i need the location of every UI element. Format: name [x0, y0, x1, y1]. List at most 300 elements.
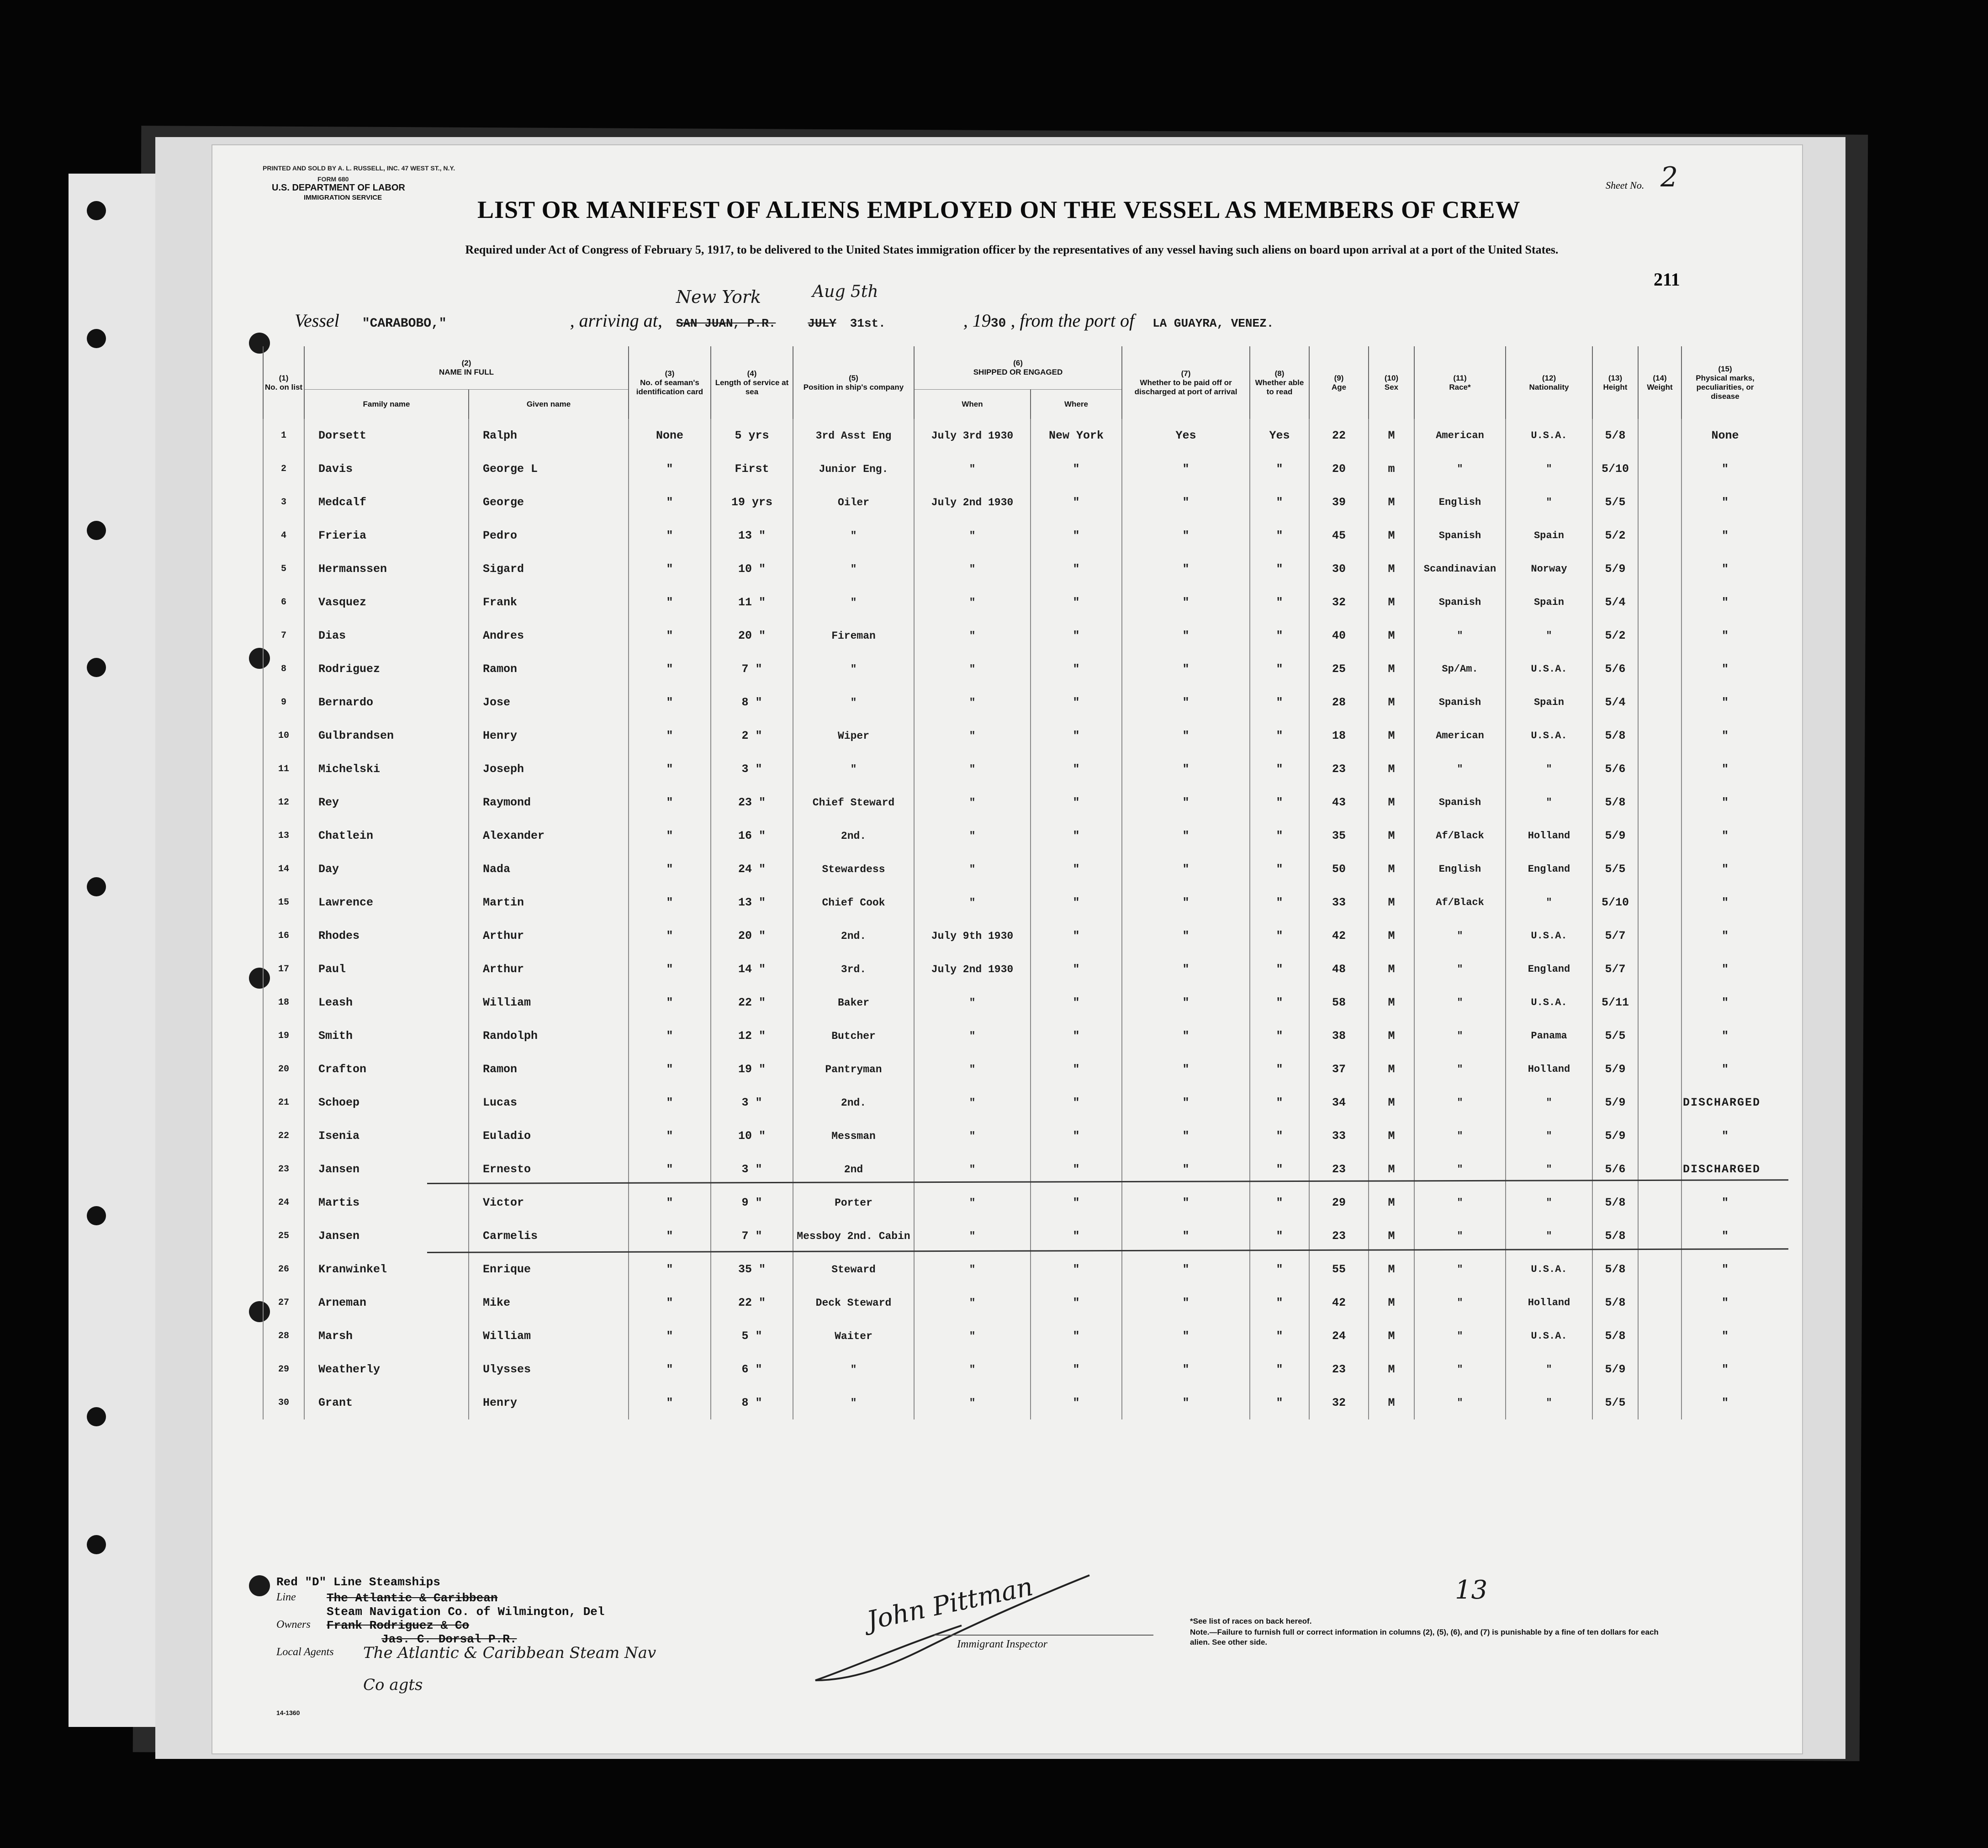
- cell-when: ": [914, 1086, 1031, 1119]
- cell-family: Frieria: [304, 519, 469, 552]
- cell-card: ": [629, 1086, 711, 1119]
- table-row: [263, 1286, 1768, 1319]
- from-label: , from the port of: [1010, 310, 1135, 331]
- binder-hole: [87, 1206, 106, 1225]
- owners-label: Owners: [276, 1619, 311, 1631]
- line-struck: The Atlantic & Caribbean: [327, 1591, 498, 1605]
- arrival-port-struck: SAN JUAN, P.R.: [676, 317, 776, 330]
- col-read-header: (8) Whether able to read: [1250, 346, 1309, 419]
- cell-given: William: [469, 1319, 629, 1353]
- col-height-header: (13) Height: [1592, 346, 1638, 419]
- cell-no: 15: [263, 886, 304, 919]
- cell-given: Henry: [469, 1386, 629, 1419]
- inspector-label: Immigrant Inspector: [957, 1638, 1047, 1650]
- table-row: [263, 1219, 1768, 1253]
- cell-sex: M: [1369, 1019, 1414, 1053]
- binder-hole: [87, 658, 106, 677]
- cell-card: ": [629, 953, 711, 986]
- table-row: [263, 552, 1768, 586]
- cell-sex: M: [1369, 1386, 1414, 1419]
- cell-weight: [1638, 552, 1681, 586]
- cell-where: ": [1031, 1286, 1122, 1319]
- cell-given: Alexander: [469, 819, 629, 853]
- cell-card: ": [629, 452, 711, 486]
- cell-sex: M: [1369, 486, 1414, 519]
- cell-height: 5/7: [1592, 919, 1638, 953]
- cell-read: ": [1250, 886, 1309, 919]
- binder-strip: [69, 174, 155, 1727]
- cell-service: 8 ": [711, 686, 793, 719]
- cell-service: 19 ": [711, 1053, 793, 1086]
- cell-no: 10: [263, 719, 304, 752]
- cell-given: Nada: [469, 853, 629, 886]
- cell-race: ": [1414, 1186, 1506, 1219]
- cell-given: George L: [469, 452, 629, 486]
- cell-given: Victor: [469, 1186, 629, 1219]
- cell-when: ": [914, 619, 1031, 652]
- cell-service: 16 ": [711, 819, 793, 853]
- cell-race: ": [1414, 986, 1506, 1019]
- cell-service: 5 ": [711, 1319, 793, 1353]
- cell-card: ": [629, 1386, 711, 1419]
- col-name-header: (2) NAME IN FULL: [304, 346, 629, 390]
- cell-height: 5/10: [1592, 452, 1638, 486]
- cell-card: ": [629, 1319, 711, 1353]
- cell-position: Stewardess: [793, 853, 914, 886]
- cell-where: ": [1031, 519, 1122, 552]
- cell-marks: ": [1681, 886, 1768, 919]
- table-row: [263, 1319, 1768, 1353]
- cell-age: 50: [1309, 853, 1369, 886]
- cell-given: Henry: [469, 719, 629, 752]
- vessel-label: Vessel: [295, 310, 339, 331]
- cell-where: ": [1031, 819, 1122, 853]
- cell-family: Dorsett: [304, 419, 469, 452]
- cell-when: ": [914, 519, 1031, 552]
- cell-position: Steward: [793, 1253, 914, 1286]
- cell-service: 3 ": [711, 1153, 793, 1186]
- cell-paid: ": [1122, 686, 1250, 719]
- cell-height: 5/8: [1592, 719, 1638, 752]
- cell-given: Lucas: [469, 1086, 629, 1119]
- cell-given: Pedro: [469, 519, 629, 552]
- cell-race: ": [1414, 1153, 1506, 1186]
- cell-sex: M: [1369, 986, 1414, 1019]
- cell-height: 5/11: [1592, 986, 1638, 1019]
- cell-read: ": [1250, 652, 1309, 686]
- inspector-line: [934, 1635, 1153, 1636]
- cell-read: ": [1250, 953, 1309, 986]
- year-suffix: 30: [990, 317, 1006, 331]
- cell-weight: [1638, 1319, 1681, 1353]
- cell-read: ": [1250, 719, 1309, 752]
- cell-given: Ralph: [469, 419, 629, 452]
- cell-race: Af/Black: [1414, 819, 1506, 853]
- cell-marks: ": [1681, 1019, 1768, 1053]
- cell-nationality: U.S.A.: [1506, 419, 1592, 452]
- cell-no: 26: [263, 1253, 304, 1286]
- cell-sex: M: [1369, 886, 1414, 919]
- cell-card: None: [629, 419, 711, 452]
- cell-age: 35: [1309, 819, 1369, 853]
- page-mark: 13: [1455, 1575, 1488, 1605]
- cell-marks: ": [1681, 619, 1768, 652]
- col-age-header: (9) Age: [1309, 346, 1369, 419]
- cell-when: ": [914, 1119, 1031, 1153]
- cell-age: 55: [1309, 1253, 1369, 1286]
- cell-weight: [1638, 752, 1681, 786]
- year-prefix: , 19: [963, 310, 991, 331]
- cell-card: ": [629, 1253, 711, 1286]
- table-row: [263, 1353, 1768, 1386]
- cell-nationality: ": [1506, 1186, 1592, 1219]
- cell-where: ": [1031, 986, 1122, 1019]
- cell-paid: ": [1122, 1186, 1250, 1219]
- cell-sex: M: [1369, 586, 1414, 619]
- cell-where: ": [1031, 1019, 1122, 1053]
- cell-service: 11 ": [711, 586, 793, 619]
- cell-no: 1: [263, 419, 304, 452]
- cell-position: ": [793, 1386, 914, 1419]
- cell-nationality: ": [1506, 619, 1592, 652]
- agents-handwritten: The Atlantic & Caribbean Steam Nav Co agts: [363, 1644, 656, 1694]
- cell-where: ": [1031, 853, 1122, 886]
- cell-card: ": [629, 986, 711, 1019]
- col-where-header: Where: [1031, 390, 1122, 419]
- cell-weight: [1638, 1386, 1681, 1419]
- cell-paid: ": [1122, 452, 1250, 486]
- cell-service: 3 ": [711, 752, 793, 786]
- cell-weight: [1638, 1053, 1681, 1086]
- cell-no: 29: [263, 1353, 304, 1386]
- races-note: *See list of races on back hereof.: [1190, 1617, 1312, 1626]
- cell-when: ": [914, 1053, 1031, 1086]
- cell-race: ": [1414, 1286, 1506, 1319]
- cell-card: ": [629, 1286, 711, 1319]
- cell-sex: m: [1369, 452, 1414, 486]
- cell-where: ": [1031, 686, 1122, 719]
- cell-given: Andres: [469, 619, 629, 652]
- cell-when: July 2nd 1930: [914, 486, 1031, 519]
- cell-marks: ": [1681, 1219, 1768, 1253]
- cell-race: ": [1414, 1353, 1506, 1386]
- cell-no: 30: [263, 1386, 304, 1419]
- col-marks-header: (15) Physical marks, peculiarities, or disease: [1681, 346, 1768, 419]
- table-row: [263, 719, 1768, 752]
- cell-age: 30: [1309, 552, 1369, 586]
- cell-height: 5/6: [1592, 1153, 1638, 1186]
- required-statement: Required under Act of Congress of February 5, 1917, to be delivered to the United States immigration officer by the representatives of any vessel having such aliens on board upon arrival at a port of the United States.: [465, 243, 1559, 256]
- cell-given: Ernesto: [469, 1153, 629, 1186]
- cell-nationality: U.S.A.: [1506, 719, 1592, 752]
- col-weight-header: (14) Weight: [1638, 346, 1681, 419]
- cell-card: ": [629, 819, 711, 853]
- col-given-header: Given name: [469, 390, 629, 419]
- cell-age: 22: [1309, 419, 1369, 452]
- cell-paid: ": [1122, 1386, 1250, 1419]
- table-row: [263, 1253, 1768, 1286]
- cell-service: 24 ": [711, 853, 793, 886]
- cell-weight: [1638, 1286, 1681, 1319]
- cell-when: ": [914, 686, 1031, 719]
- table-row: [263, 953, 1768, 986]
- cell-weight: [1638, 1153, 1681, 1186]
- cell-family: Weatherly: [304, 1353, 469, 1386]
- table-row: [263, 886, 1768, 919]
- agents-struck: Jas. C. Dorsal P.R.: [381, 1632, 517, 1646]
- cell-paid: ": [1122, 1053, 1250, 1086]
- vessel-line: [295, 282, 1274, 331]
- cell-height: 5/8: [1592, 1319, 1638, 1353]
- cell-position: Chief Cook: [793, 886, 914, 919]
- cell-no: 18: [263, 986, 304, 1019]
- binder-hole: [87, 329, 106, 348]
- cell-marks: ": [1681, 786, 1768, 819]
- cell-nationality: U.S.A.: [1506, 1253, 1592, 1286]
- cell-no: 17: [263, 953, 304, 986]
- cell-given: Randolph: [469, 1019, 629, 1053]
- cell-card: ": [629, 652, 711, 686]
- cell-service: 14 ": [711, 953, 793, 986]
- cell-read: ": [1250, 752, 1309, 786]
- cell-card: ": [629, 919, 711, 953]
- cell-given: Joseph: [469, 752, 629, 786]
- cell-service: 9 ": [711, 1186, 793, 1219]
- cell-race: ": [1414, 1119, 1506, 1153]
- table-row: [263, 819, 1768, 853]
- cell-position: ": [793, 519, 914, 552]
- cell-position: ": [793, 752, 914, 786]
- cell-marks: ": [1681, 1186, 1768, 1219]
- table-row: [263, 452, 1768, 486]
- cell-position: ": [793, 652, 914, 686]
- cell-age: 40: [1309, 619, 1369, 652]
- cell-when: ": [914, 1319, 1031, 1353]
- cell-when: ": [914, 586, 1031, 619]
- cell-sex: M: [1369, 786, 1414, 819]
- cell-marks: DISCHARGED: [1681, 1153, 1768, 1186]
- table-row: [263, 853, 1768, 886]
- cell-race: ": [1414, 619, 1506, 652]
- cell-height: 5/5: [1592, 853, 1638, 886]
- cell-race: Spanish: [1414, 519, 1506, 552]
- cell-where: ": [1031, 1386, 1122, 1419]
- cell-height: 5/4: [1592, 586, 1638, 619]
- cell-sex: M: [1369, 1353, 1414, 1386]
- cell-height: 5/9: [1592, 1353, 1638, 1386]
- table-row: [263, 1086, 1768, 1119]
- cell-no: 9: [263, 686, 304, 719]
- cell-weight: [1638, 1353, 1681, 1386]
- cell-card: ": [629, 719, 711, 752]
- cell-read: ": [1250, 1019, 1309, 1053]
- cell-age: 23: [1309, 1353, 1369, 1386]
- cell-sex: M: [1369, 1153, 1414, 1186]
- cell-marks: ": [1681, 819, 1768, 853]
- cell-position: Chief Steward: [793, 786, 914, 819]
- cell-when: ": [914, 786, 1031, 819]
- cell-weight: [1638, 1019, 1681, 1053]
- cell-family: Jansen: [304, 1219, 469, 1253]
- cell-race: Spanish: [1414, 586, 1506, 619]
- cell-card: ": [629, 1153, 711, 1186]
- cell-card: ": [629, 1119, 711, 1153]
- cell-nationality: U.S.A.: [1506, 919, 1592, 953]
- form-number: FORM 680: [317, 175, 349, 183]
- cell-sex: M: [1369, 953, 1414, 986]
- table-row: [263, 1119, 1768, 1153]
- cell-card: ": [629, 619, 711, 652]
- cell-service: 8 ": [711, 1386, 793, 1419]
- cell-nationality: U.S.A.: [1506, 652, 1592, 686]
- cell-given: Mike: [469, 1286, 629, 1319]
- table-row: [263, 786, 1768, 819]
- cell-paid: ": [1122, 619, 1250, 652]
- cell-sex: M: [1369, 1186, 1414, 1219]
- cell-position: 2nd.: [793, 919, 914, 953]
- cell-marks: ": [1681, 486, 1768, 519]
- cell-position: Messman: [793, 1119, 914, 1153]
- col-no-header: (1) No. on list: [263, 346, 304, 419]
- cell-sex: M: [1369, 552, 1414, 586]
- cell-family: Day: [304, 853, 469, 886]
- table-row: [263, 686, 1768, 719]
- cell-where: ": [1031, 552, 1122, 586]
- inspector-signature: John Pittman: [864, 1572, 1036, 1636]
- cell-age: 20: [1309, 452, 1369, 486]
- cell-service: 2 ": [711, 719, 793, 752]
- cell-position: Messboy 2nd. Cabin: [793, 1219, 914, 1253]
- cell-marks: ": [1681, 452, 1768, 486]
- cell-given: Ramon: [469, 1053, 629, 1086]
- cell-where: ": [1031, 486, 1122, 519]
- cell-height: 5/9: [1592, 1086, 1638, 1119]
- cell-age: 38: [1309, 1019, 1369, 1053]
- cell-paid: ": [1122, 652, 1250, 686]
- cell-position: ": [793, 1353, 914, 1386]
- cell-marks: None: [1681, 419, 1768, 452]
- cell-race: ": [1414, 1019, 1506, 1053]
- cell-when: ": [914, 752, 1031, 786]
- cell-card: ": [629, 1219, 711, 1253]
- table-row: [263, 519, 1768, 552]
- cell-sex: M: [1369, 919, 1414, 953]
- cell-height: 5/7: [1592, 953, 1638, 986]
- cell-family: Vasquez: [304, 586, 469, 619]
- cell-height: 5/4: [1592, 686, 1638, 719]
- cell-read: ": [1250, 486, 1309, 519]
- cell-no: 3: [263, 486, 304, 519]
- cell-family: Bernardo: [304, 686, 469, 719]
- cell-read: ": [1250, 1353, 1309, 1386]
- cell-age: 37: [1309, 1053, 1369, 1086]
- cell-sex: M: [1369, 652, 1414, 686]
- cell-family: Paul: [304, 953, 469, 986]
- cell-position: Baker: [793, 986, 914, 1019]
- punch-hole: [249, 1575, 270, 1596]
- cell-service: 10 ": [711, 1119, 793, 1153]
- cell-height: 5/8: [1592, 1219, 1638, 1253]
- table-row: [263, 986, 1768, 1019]
- cell-nationality: Holland: [1506, 1286, 1592, 1319]
- cell-service: 10 ": [711, 552, 793, 586]
- cell-nationality: England: [1506, 853, 1592, 886]
- cell-marks: ": [1681, 1286, 1768, 1319]
- cell-position: 2nd: [793, 1153, 914, 1186]
- cell-paid: ": [1122, 1253, 1250, 1286]
- table-row: [263, 1019, 1768, 1053]
- col-service-header: (4) Length of service at sea: [711, 346, 793, 419]
- cell-family: Martis: [304, 1186, 469, 1219]
- cell-position: 3rd.: [793, 953, 914, 986]
- cell-weight: [1638, 953, 1681, 986]
- cell-family: Isenia: [304, 1119, 469, 1153]
- cell-card: ": [629, 1019, 711, 1053]
- cell-age: 43: [1309, 786, 1369, 819]
- cell-nationality: Holland: [1506, 1053, 1592, 1086]
- col-shipped-header: (6) SHIPPED OR ENGAGED: [914, 346, 1122, 390]
- cell-nationality: ": [1506, 752, 1592, 786]
- cell-no: 6: [263, 586, 304, 619]
- cell-service: 7 ": [711, 1219, 793, 1253]
- cell-paid: ": [1122, 1153, 1250, 1186]
- cell-sex: M: [1369, 1219, 1414, 1253]
- cell-race: ": [1414, 1053, 1506, 1086]
- cell-read: ": [1250, 452, 1309, 486]
- cell-sex: M: [1369, 686, 1414, 719]
- cell-read: ": [1250, 1153, 1309, 1186]
- cell-given: Arthur: [469, 919, 629, 953]
- cell-no: 7: [263, 619, 304, 652]
- cell-position: Oiler: [793, 486, 914, 519]
- cell-weight: [1638, 786, 1681, 819]
- cell-read: ": [1250, 586, 1309, 619]
- cell-service: 22 ": [711, 986, 793, 1019]
- cell-read: ": [1250, 986, 1309, 1019]
- cell-weight: [1638, 452, 1681, 486]
- owners-struck: Frank Rodriguez & Co: [327, 1619, 470, 1632]
- cell-service: 35 ": [711, 1253, 793, 1286]
- cell-weight: [1638, 819, 1681, 853]
- line-typed: Red "D" Line Steamships: [276, 1575, 440, 1589]
- arrival-day: 31st.: [850, 317, 886, 330]
- from-port: LA GUAYRA, VENEZ.: [1153, 317, 1274, 330]
- cell-card: ": [629, 1053, 711, 1086]
- cell-sex: M: [1369, 1319, 1414, 1353]
- cell-family: Gulbrandsen: [304, 719, 469, 752]
- cell-service: 5 yrs: [711, 419, 793, 452]
- cell-where: ": [1031, 586, 1122, 619]
- cell-nationality: ": [1506, 1386, 1592, 1419]
- cell-where: ": [1031, 1186, 1122, 1219]
- cell-age: 28: [1309, 686, 1369, 719]
- cell-card: ": [629, 1186, 711, 1219]
- cell-height: 5/6: [1592, 652, 1638, 686]
- crew-table: [263, 346, 1768, 1419]
- cell-height: 5/9: [1592, 552, 1638, 586]
- cell-when: ": [914, 819, 1031, 853]
- cell-given: Ulysses: [469, 1353, 629, 1386]
- table-row: [263, 619, 1768, 652]
- cell-when: July 3rd 1930: [914, 419, 1031, 452]
- cell-age: 23: [1309, 1153, 1369, 1186]
- owners-typed: Steam Navigation Co. of Wilmington, Del: [327, 1605, 605, 1619]
- cell-no: 22: [263, 1119, 304, 1153]
- cell-marks: ": [1681, 1353, 1768, 1386]
- cell-sex: M: [1369, 1119, 1414, 1153]
- cell-card: ": [629, 886, 711, 919]
- arriving-label: , arriving at,: [570, 310, 662, 331]
